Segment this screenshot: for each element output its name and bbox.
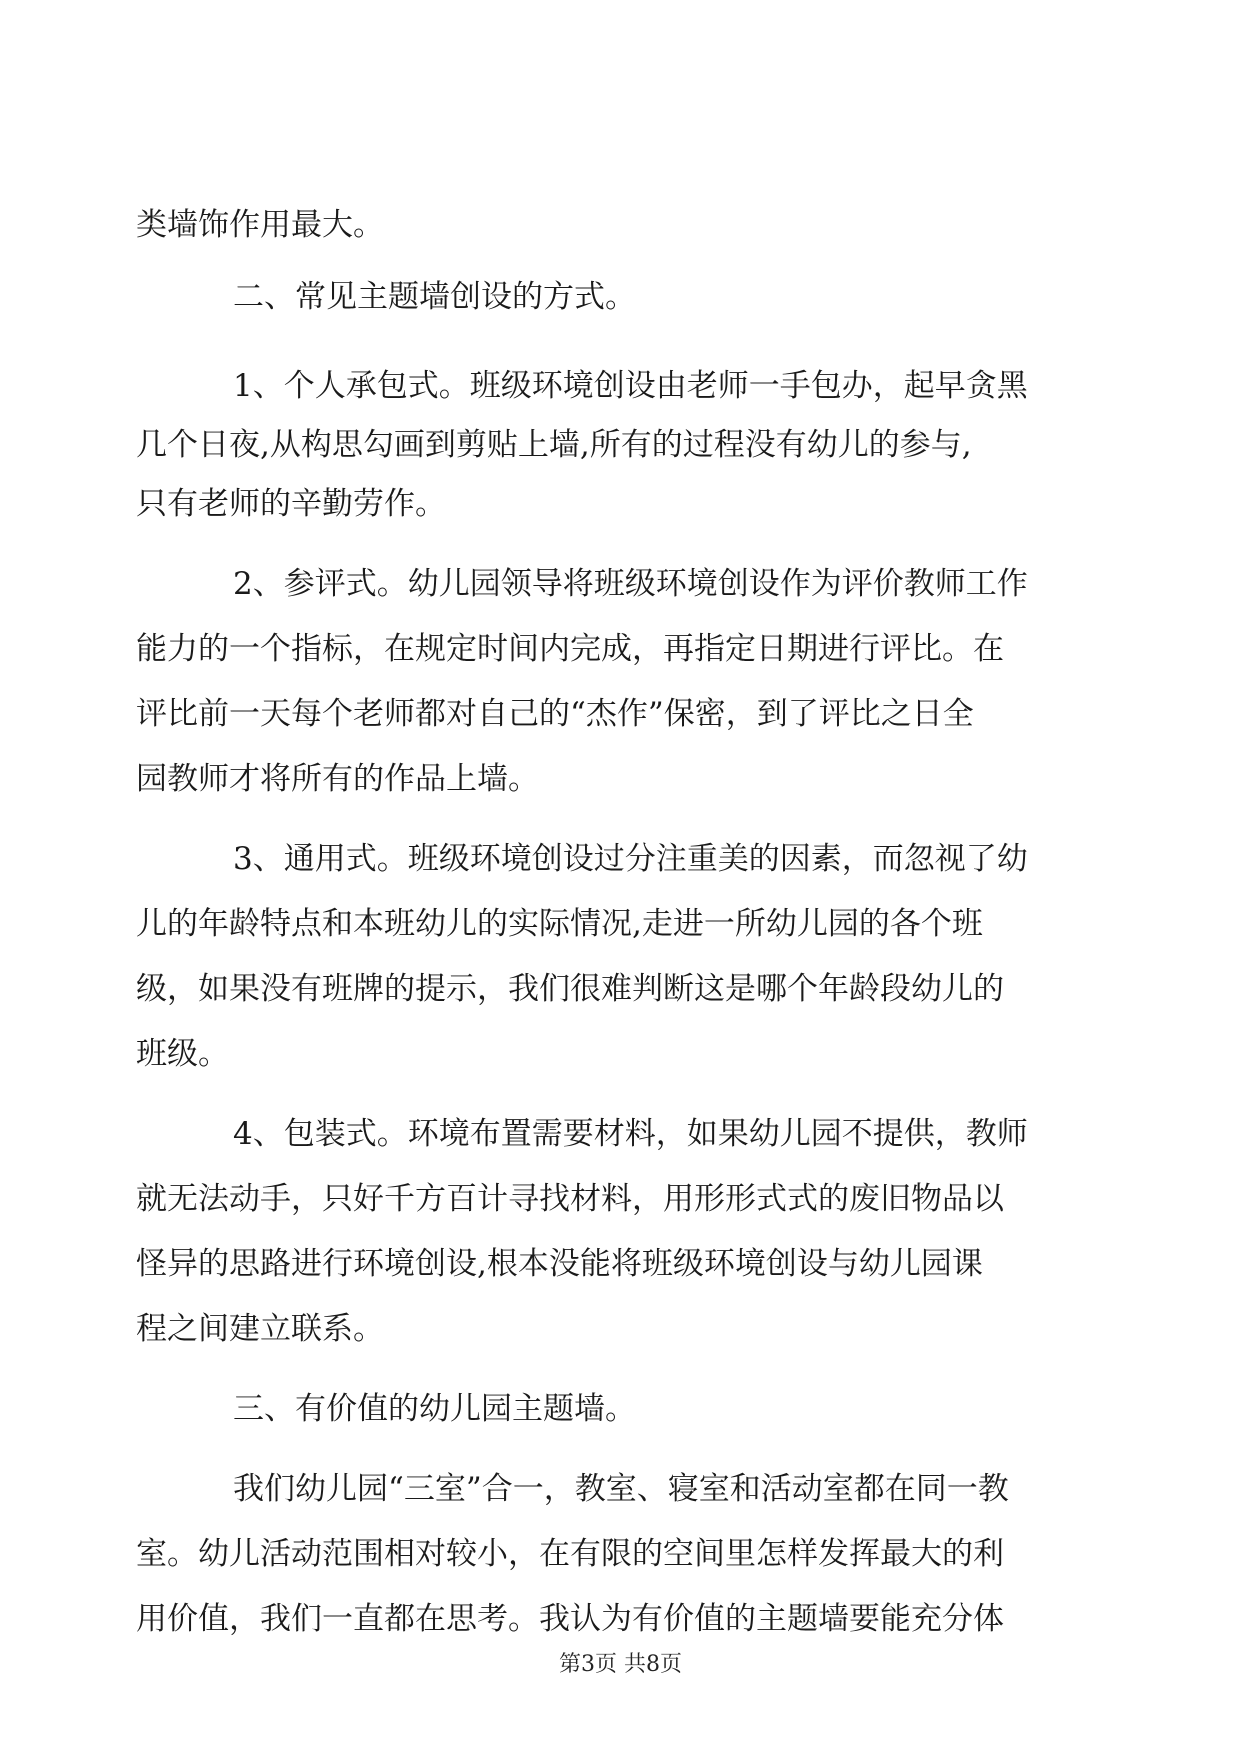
section-heading: 三、有价值的幼儿园主题墙。 [233, 1391, 636, 1427]
text-line: 园教师才将所有的作品上墙。 [136, 761, 539, 797]
text-line: 3、通用式。班级环境创设过分注重美的因素，而忽视了幼 [233, 841, 1028, 877]
text-line: 1、个人承包式。班级环境创设由老师一手包办，起早贪黑 [233, 368, 1028, 404]
text-line: 班级。 [136, 1036, 229, 1072]
text-line: 室。幼儿活动范围相对较小，在有限的空间里怎样发挥最大的利 [136, 1536, 1004, 1572]
text-line: 程之间建立联系。 [136, 1311, 384, 1347]
text-line: 怪异的思路进行环境创设,根本没能将班级环境创设与幼儿园课 [136, 1246, 983, 1282]
section-heading: 二、常见主题墙创设的方式。 [233, 279, 636, 315]
page-footer: 第3页 共8页 [559, 1652, 682, 1677]
text-line: 4、包装式。环境布置需要材料，如果幼儿园不提供，教师 [233, 1116, 1028, 1152]
text-line: 评比前一天每个老师都对自己的“杰作”保密，到了评比之日全 [136, 696, 974, 732]
text-line: 类墙饰作用最大。 [136, 207, 384, 243]
text-line: 儿的年龄特点和本班幼儿的实际情况,走进一所幼儿园的各个班 [136, 906, 983, 942]
text-line: 我们幼儿园“三室”合一，教室、寝室和活动室都在同一教 [233, 1471, 1009, 1507]
text-line: 用价值，我们一直都在思考。我认为有价值的主题墙要能充分体 [136, 1601, 1004, 1637]
text-line: 就无法动手，只好千方百计寻找材料，用形形式式的废旧物品以 [136, 1181, 1004, 1217]
text-line: 能力的一个指标，在规定时间内完成，再指定日期进行评比。在 [136, 631, 1004, 667]
text-line: 级，如果没有班牌的提示，我们很难判断这是哪个年龄段幼儿的 [136, 971, 1004, 1007]
text-line: 只有老师的辛勤劳作。 [136, 486, 446, 522]
text-line: 2、参评式。幼儿园领导将班级环境创设作为评价教师工作 [233, 566, 1028, 602]
text-line: 几个日夜,从构思勾画到剪贴上墙,所有的过程没有幼儿的参与, [136, 427, 972, 463]
